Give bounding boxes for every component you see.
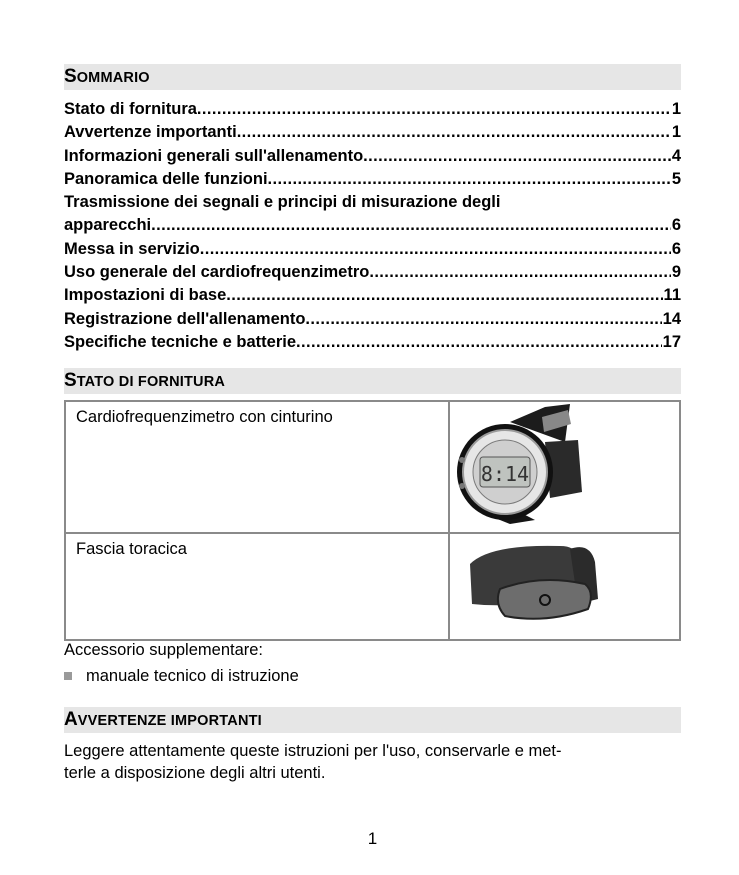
toc-entry[interactable] <box>64 238 681 261</box>
toc-entry-title: Informazioni generali sull'allenamento <box>64 146 364 165</box>
heart-rate-watch-image <box>450 402 679 527</box>
warnings-heading <box>64 707 681 733</box>
toc-entry-title: Specifiche tecniche e batterie <box>64 332 297 351</box>
toc-entry-title: Avvertenze importanti <box>64 123 237 142</box>
accessory-label: Accessorio supplementare: <box>64 641 264 659</box>
toc-entry[interactable] <box>64 308 681 331</box>
toc-leader <box>226 284 662 307</box>
supply-row <box>65 533 680 640</box>
toc-entry-title: Stato di fornitura <box>64 100 197 118</box>
toc-entry[interactable] <box>64 98 681 121</box>
toc-entry[interactable] <box>64 121 681 144</box>
toc-entry[interactable] <box>64 168 681 191</box>
supply-heading <box>64 368 681 394</box>
toc-entry[interactable] <box>64 331 681 354</box>
toc-entry-page: 4 <box>671 146 681 165</box>
toc-leader <box>369 261 670 284</box>
accessory-list-item <box>64 667 299 686</box>
supply-heading-rest: TATO DI FORNITURA <box>76 374 226 390</box>
table-of-contents <box>64 98 681 354</box>
watch-button-left-bottom <box>459 483 465 489</box>
warnings-heading-initial: A <box>64 709 78 730</box>
supply-row <box>65 401 680 533</box>
warnings-heading-rest: VVERTENZE IMPORTANTI <box>77 713 262 729</box>
toc-leader <box>200 238 671 261</box>
toc-entry-title: Panoramica delle funzioni <box>64 169 268 188</box>
toc-entry[interactable] <box>64 214 681 237</box>
accessory-item-text: manuale tecnico di istruzione <box>86 667 299 685</box>
toc-leader <box>305 308 661 331</box>
toc-entry-page: 6 <box>671 216 681 235</box>
watch-lcd-readout: 8:14 <box>480 462 530 486</box>
toc-entry-page: 6 <box>671 239 681 258</box>
toc-entry-title-line1[interactable]: Trasmissione dei segnali e principi di misurazione degli <box>64 193 501 212</box>
supply-item-label: Cardiofrequenzimetro con cinturino <box>65 401 449 533</box>
page-number: 1 <box>367 829 378 848</box>
summary-heading <box>64 64 681 90</box>
chest-strap-image-cell <box>449 533 680 640</box>
toc-entry-page: 5 <box>671 169 681 188</box>
chest-strap-image <box>450 534 679 634</box>
toc-entry[interactable] <box>64 261 681 284</box>
toc-entry[interactable] <box>64 145 681 168</box>
toc-leader <box>151 214 671 237</box>
warnings-paragraph <box>64 740 562 784</box>
toc-entry-title: Registrazione dell'allenamento <box>64 309 306 328</box>
toc-entry-page: 1 <box>671 100 681 118</box>
toc-entry-page: 14 <box>662 309 681 328</box>
toc-entry-page: 11 <box>663 286 681 305</box>
toc-entry-title: Impostazioni di base <box>64 286 227 305</box>
toc-leader <box>363 145 671 168</box>
warnings-text-line: Leggere attentamente queste istruzioni per l'uso, conservarle e met- <box>64 742 562 760</box>
toc-entry-title: Messa in servizio <box>64 239 200 258</box>
watch-image-cell <box>449 401 680 533</box>
toc-entry-page: 17 <box>662 332 681 351</box>
toc-entry-page: 1 <box>671 123 681 142</box>
watch-button-left-top <box>459 457 465 463</box>
toc-entry[interactable] <box>64 284 681 307</box>
square-bullet-icon <box>64 672 72 680</box>
supply-heading-initial: S <box>64 370 77 391</box>
supply-table <box>64 400 681 641</box>
summary-heading-initial: S <box>64 66 77 87</box>
toc-entry-title: apparecchi <box>64 216 152 235</box>
warnings-text-line: terle a disposizione degli altri utenti. <box>64 764 326 782</box>
toc-leader <box>197 98 671 121</box>
chest-strap-transmitter <box>498 580 591 619</box>
toc-leader <box>268 168 671 191</box>
summary-heading-rest: OMMARIO <box>76 70 150 86</box>
supply-item-label: Fascia toracica <box>65 533 449 640</box>
toc-entry-title: Uso generale del cardiofrequenzimetro <box>64 263 370 282</box>
toc-leader <box>296 331 662 354</box>
toc-leader <box>237 121 671 144</box>
toc-entry-page: 9 <box>671 263 681 282</box>
